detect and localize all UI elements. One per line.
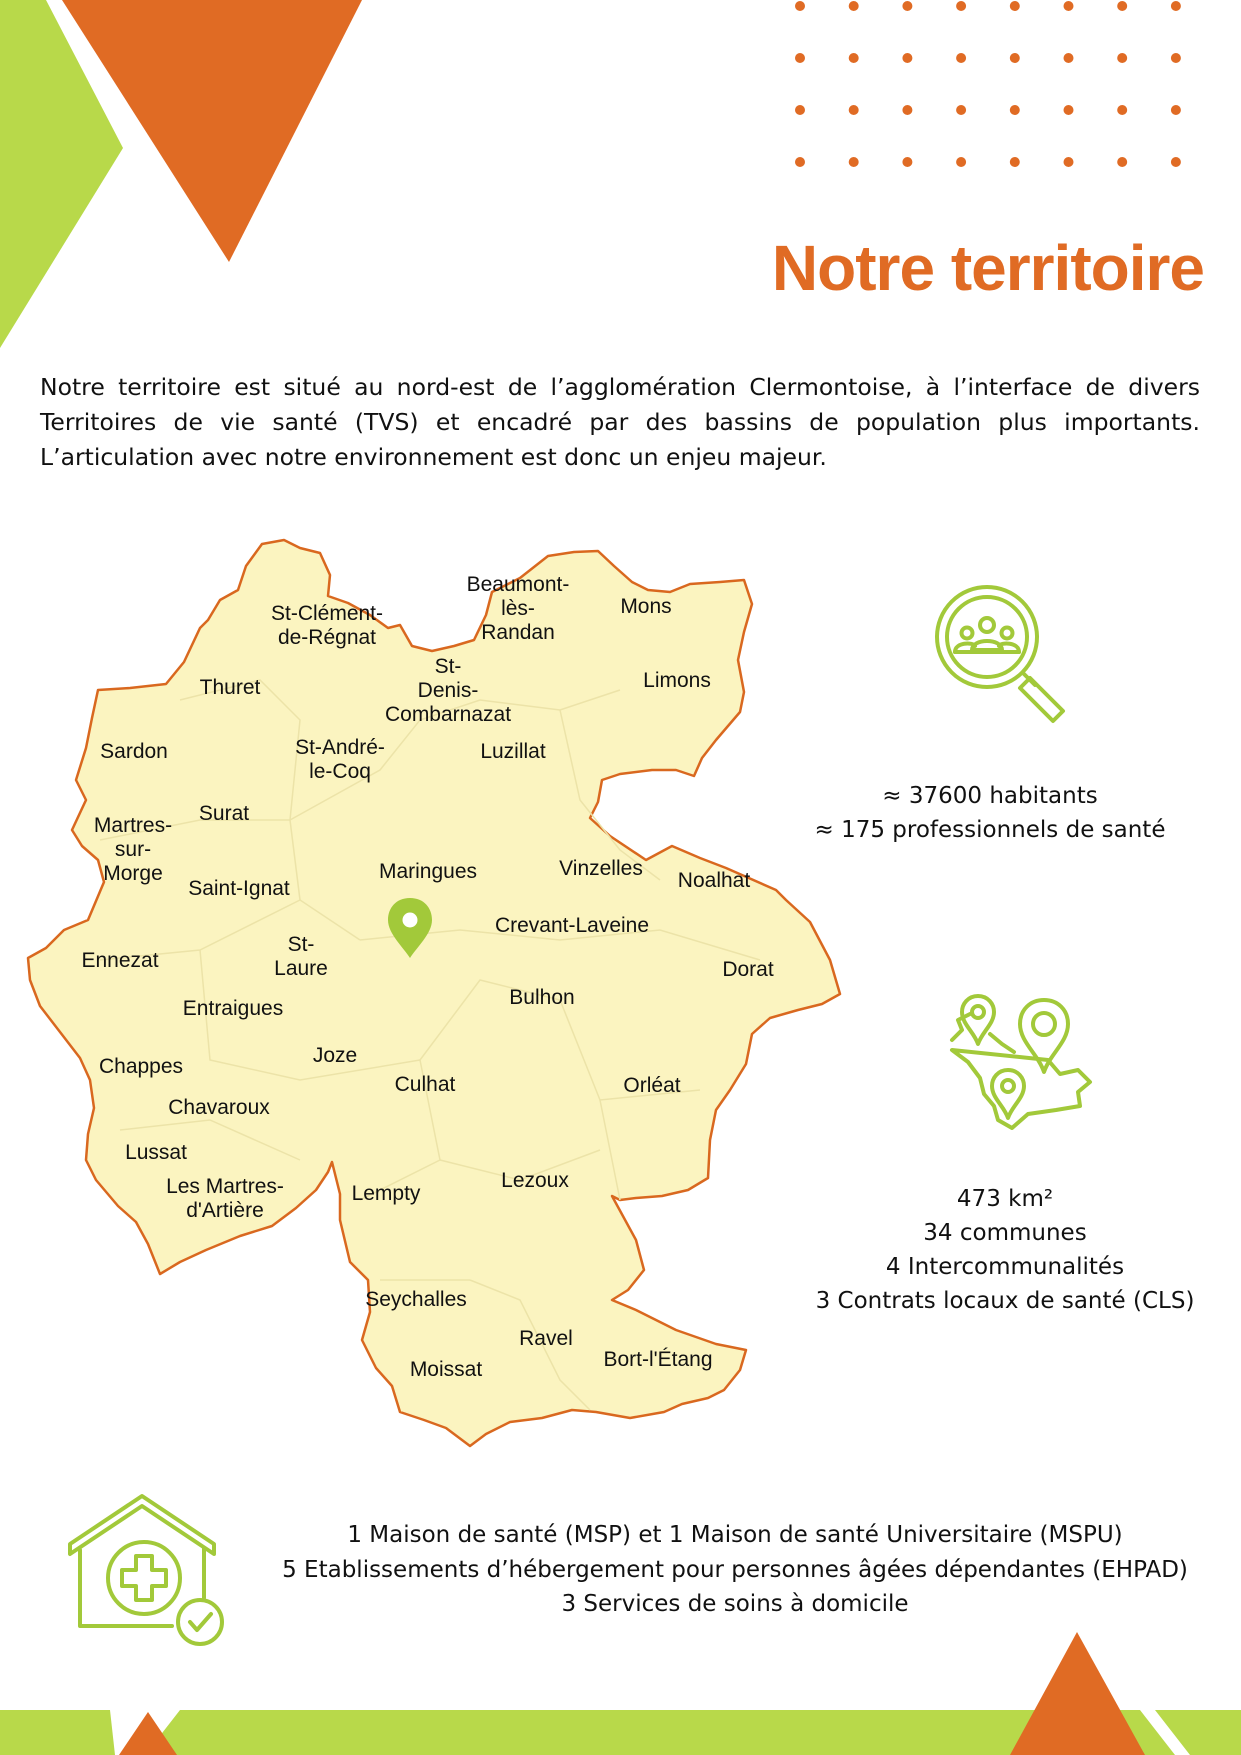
- intro-paragraph: Notre territoire est situé au nord-est de l’agglomération Clermontoise, à l’interface de divers Territoires de vie santé (TVS) et encadré par des bassins de population plus importants. L’articulation avec notre environnement est donc un enjeu majeur.: [40, 373, 1200, 471]
- commune-label-line: Bort-l'Étang: [603, 1348, 713, 1371]
- commune-label-ennezat: [81, 949, 158, 972]
- commune-label-line: sur-: [114, 838, 152, 861]
- commune-label-line: Les Martres-: [166, 1175, 284, 1198]
- commune-label-chappes: [99, 1055, 183, 1078]
- commune-label-line: d'Artière: [186, 1199, 264, 1222]
- commune-label-line: Crevant-Laveine: [494, 914, 650, 937]
- commune-label-line: Morge: [103, 862, 163, 885]
- commune-label-line: Surat: [198, 802, 250, 825]
- service-home-care: 3 Services de soins à domicile: [561, 1591, 909, 1617]
- commune-label-maringues: [379, 860, 477, 883]
- commune-label-bort: [603, 1348, 712, 1371]
- commune-label-moissat: [410, 1358, 483, 1381]
- commune-label-line: Vinzelles: [559, 857, 643, 880]
- commune-label-line: Thuret: [199, 676, 261, 699]
- commune-label-line: Ennezat: [81, 949, 159, 972]
- commune-label-ravel: [519, 1327, 573, 1350]
- commune-label-line: Lezoux: [501, 1169, 569, 1192]
- commune-label-crevant: [495, 914, 649, 937]
- commune-label-line: Limons: [643, 669, 711, 692]
- commune-label-line: Bulhon: [509, 986, 575, 1009]
- population-stats: [790, 779, 1190, 847]
- page-title: Notre territoire: [771, 232, 1204, 304]
- commune-label-line: Entraigues: [182, 997, 284, 1020]
- territory-stats: [800, 1182, 1210, 1318]
- commune-label-saint-ignat: [188, 877, 290, 900]
- commune-label-mons: [620, 595, 671, 618]
- commune-label-sardon: [100, 740, 168, 763]
- commune-label-line: Dorat: [722, 958, 774, 981]
- commune-label-line: Joze: [312, 1044, 358, 1067]
- commune-label-line: Culhat: [394, 1073, 456, 1096]
- commune-label-vinzelles: [559, 857, 643, 880]
- service-ehpad: 5 Etablissements d’hébergement pour personnes âgées dépendantes (EHPAD): [282, 1556, 1188, 1583]
- commune-label-line: Laure: [274, 957, 328, 980]
- stat-population: ≈ 37600 habitants: [882, 783, 1098, 809]
- commune-label-line: Ravel: [519, 1327, 573, 1350]
- commune-label-luzillat: [480, 740, 546, 763]
- health-services: [250, 1518, 1220, 1622]
- commune-label-dorat: [722, 958, 774, 981]
- health-house-check-icon: [64, 1490, 234, 1650]
- stat-cls: 3 Contrats locaux de santé (CLS): [815, 1288, 1195, 1314]
- commune-label-line: lès-: [501, 597, 535, 620]
- commune-label-lussat: [125, 1141, 187, 1164]
- stat-health-professionals: ≈ 175 professionnels de santé: [814, 817, 1166, 843]
- commune-label-thuret: [200, 676, 261, 699]
- commune-label-seychalles: [365, 1288, 467, 1311]
- commune-label-entraigues: [183, 997, 283, 1020]
- commune-label-line: Luzillat: [480, 740, 546, 763]
- commune-label-culhat: [395, 1073, 456, 1096]
- commune-label-limons: [643, 669, 711, 692]
- commune-label-line: Orléat: [623, 1074, 681, 1097]
- magnifier-people-icon: [930, 580, 1080, 730]
- commune-label-line: Mons: [620, 595, 672, 618]
- commune-label-line: St-: [287, 933, 315, 956]
- commune-label-noalhat: [678, 869, 751, 892]
- stat-area: 473 km²: [956, 1186, 1054, 1212]
- commune-label-lempty: [352, 1182, 421, 1205]
- commune-label-line: Chavaroux: [168, 1096, 270, 1119]
- commune-label-line: Seychalles: [365, 1288, 467, 1311]
- commune-label-line: de-Régnat: [277, 626, 377, 649]
- commune-label-line: Denis-: [417, 679, 479, 702]
- commune-label-line: Chappes: [98, 1055, 184, 1078]
- commune-label-line: Lussat: [125, 1141, 187, 1164]
- commune-label-surat: [199, 802, 249, 825]
- commune-label-chavaroux: [168, 1096, 270, 1119]
- commune-label-line: St-Clément-: [270, 602, 384, 625]
- commune-label-line: St-André-: [295, 736, 385, 759]
- map-pins-icon: [940, 990, 1100, 1140]
- stat-communes: 34 communes: [923, 1220, 1087, 1246]
- commune-label-line: le-Coq: [309, 760, 371, 783]
- commune-label-line: Moissat: [409, 1358, 483, 1381]
- commune-label-st-clement: [271, 602, 383, 649]
- commune-label-line: Maringues: [378, 860, 478, 883]
- commune-label-line: Noalhat: [677, 869, 751, 892]
- commune-label-lezoux: [501, 1169, 569, 1192]
- commune-label-line: Beaumont-: [466, 573, 570, 596]
- commune-label-line: Sardon: [100, 740, 168, 763]
- commune-label-line: Randan: [481, 621, 555, 644]
- commune-label-line: Combarnazat: [384, 703, 512, 726]
- commune-label-line: Saint-Ignat: [188, 877, 290, 900]
- commune-label-line: Lempty: [351, 1182, 421, 1205]
- commune-label-line: St-: [434, 655, 462, 678]
- service-msp: 1 Maison de santé (MSP) et 1 Maison de santé Universitaire (MSPU): [347, 1522, 1123, 1548]
- commune-label-orleat: [623, 1074, 680, 1097]
- commune-label-line: Martres-: [93, 814, 173, 837]
- stat-intercommunalities: 4 Intercommunalités: [885, 1254, 1125, 1280]
- commune-label-bulhon: [509, 986, 574, 1009]
- commune-label-joze: [313, 1044, 357, 1067]
